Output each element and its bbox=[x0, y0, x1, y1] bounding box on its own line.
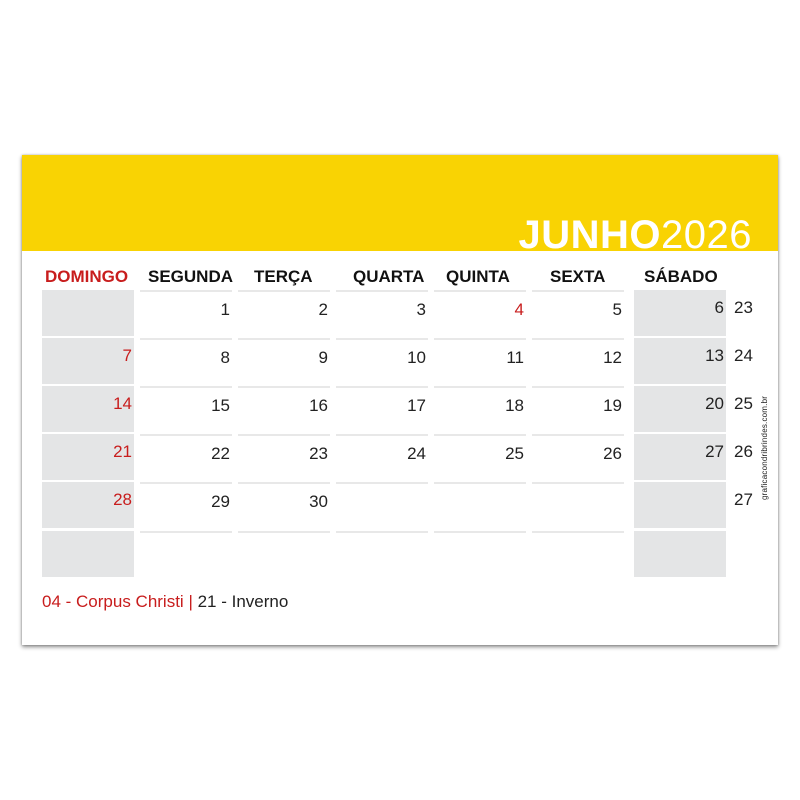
day-number: 13 bbox=[705, 346, 724, 365]
day-cell bbox=[42, 386, 134, 432]
day-number: 17 bbox=[407, 396, 426, 415]
day-cell bbox=[238, 482, 330, 528]
day-number: 21 bbox=[113, 442, 132, 461]
day-cell bbox=[140, 386, 232, 432]
day-cell bbox=[42, 338, 134, 384]
weekday-header: SEXTA bbox=[550, 267, 606, 286]
day-cell bbox=[238, 386, 330, 432]
day-cell bbox=[140, 290, 232, 336]
day-cell bbox=[434, 386, 526, 432]
day-number: 6 bbox=[714, 298, 724, 317]
holiday-legend bbox=[42, 592, 288, 612]
day-cell bbox=[532, 290, 624, 336]
week-number: 27 bbox=[734, 490, 753, 509]
day-cell bbox=[434, 482, 526, 528]
day-number: 23 bbox=[309, 444, 328, 463]
day-number: 3 bbox=[416, 300, 426, 319]
day-number: 30 bbox=[309, 492, 328, 511]
day-cell bbox=[42, 531, 134, 577]
weekday-header: QUINTA bbox=[446, 267, 510, 286]
weekday-header: SEGUNDA bbox=[148, 267, 234, 286]
day-cell bbox=[42, 290, 134, 336]
day-cell bbox=[532, 386, 624, 432]
day-cell bbox=[336, 531, 428, 577]
season-note: 21 - Inverno bbox=[197, 592, 289, 611]
day-number: 7 bbox=[122, 346, 132, 365]
day-number: 1 bbox=[220, 300, 230, 319]
header-banner bbox=[22, 155, 778, 257]
day-cell bbox=[634, 531, 726, 577]
day-cell bbox=[42, 482, 134, 528]
day-cell bbox=[634, 434, 726, 480]
day-cell bbox=[238, 290, 330, 336]
weekday-header: TERÇA bbox=[254, 267, 313, 286]
day-number: 12 bbox=[603, 348, 622, 367]
day-number: 10 bbox=[407, 348, 426, 367]
day-number: 5 bbox=[612, 300, 622, 319]
day-cell bbox=[434, 338, 526, 384]
day-cell bbox=[140, 482, 232, 528]
month-name: JUNHO bbox=[518, 213, 662, 257]
week-number: 26 bbox=[734, 442, 753, 461]
week-number: 25 bbox=[734, 394, 753, 413]
day-cell bbox=[140, 531, 232, 577]
day-number: 26 bbox=[603, 444, 622, 463]
legend-separator: | bbox=[183, 592, 198, 611]
weekday-header: DOMINGO bbox=[45, 267, 129, 286]
day-cell bbox=[434, 531, 526, 577]
weekday-header: SÁBADO bbox=[644, 267, 718, 286]
year-label: 2026 bbox=[661, 213, 752, 257]
day-cell bbox=[336, 434, 428, 480]
day-cell bbox=[532, 531, 624, 577]
week-number: 23 bbox=[734, 298, 753, 317]
month-title bbox=[518, 215, 752, 255]
day-number: 14 bbox=[113, 394, 132, 413]
day-cell bbox=[532, 338, 624, 384]
day-cell bbox=[336, 482, 428, 528]
day-cell bbox=[238, 531, 330, 577]
day-cell bbox=[140, 338, 232, 384]
day-cell bbox=[634, 482, 726, 528]
day-cell bbox=[634, 386, 726, 432]
day-cell bbox=[434, 290, 526, 336]
day-number: 9 bbox=[318, 348, 328, 367]
day-number: 24 bbox=[407, 444, 426, 463]
calendar-card bbox=[22, 155, 778, 645]
day-number: 27 bbox=[705, 442, 724, 461]
day-number: 20 bbox=[705, 394, 724, 413]
day-number: 28 bbox=[113, 490, 132, 509]
weekday-header: QUARTA bbox=[353, 267, 425, 286]
holiday-note: 04 - Corpus Christi bbox=[42, 592, 184, 611]
day-cell bbox=[532, 482, 624, 528]
day-cell bbox=[336, 290, 428, 336]
day-cell bbox=[336, 338, 428, 384]
week-number: 24 bbox=[734, 346, 753, 365]
day-number: 16 bbox=[309, 396, 328, 415]
day-number: 19 bbox=[603, 396, 622, 415]
day-number: 22 bbox=[211, 444, 230, 463]
day-number: 15 bbox=[211, 396, 230, 415]
day-cell bbox=[42, 434, 134, 480]
day-number: 8 bbox=[220, 348, 230, 367]
day-number: 29 bbox=[211, 492, 230, 511]
day-cell bbox=[238, 338, 330, 384]
side-url: graficacondribrindes.com.br bbox=[760, 395, 769, 500]
day-cell bbox=[434, 434, 526, 480]
day-number: 11 bbox=[506, 348, 524, 367]
day-number: 25 bbox=[505, 444, 524, 463]
day-cell bbox=[238, 434, 330, 480]
day-cell bbox=[634, 290, 726, 336]
day-cell bbox=[140, 434, 232, 480]
day-cell bbox=[634, 338, 726, 384]
day-number: 2 bbox=[318, 300, 328, 319]
day-number: 18 bbox=[505, 396, 524, 415]
day-cell bbox=[532, 434, 624, 480]
day-cell bbox=[336, 386, 428, 432]
day-number: 4 bbox=[514, 300, 524, 319]
